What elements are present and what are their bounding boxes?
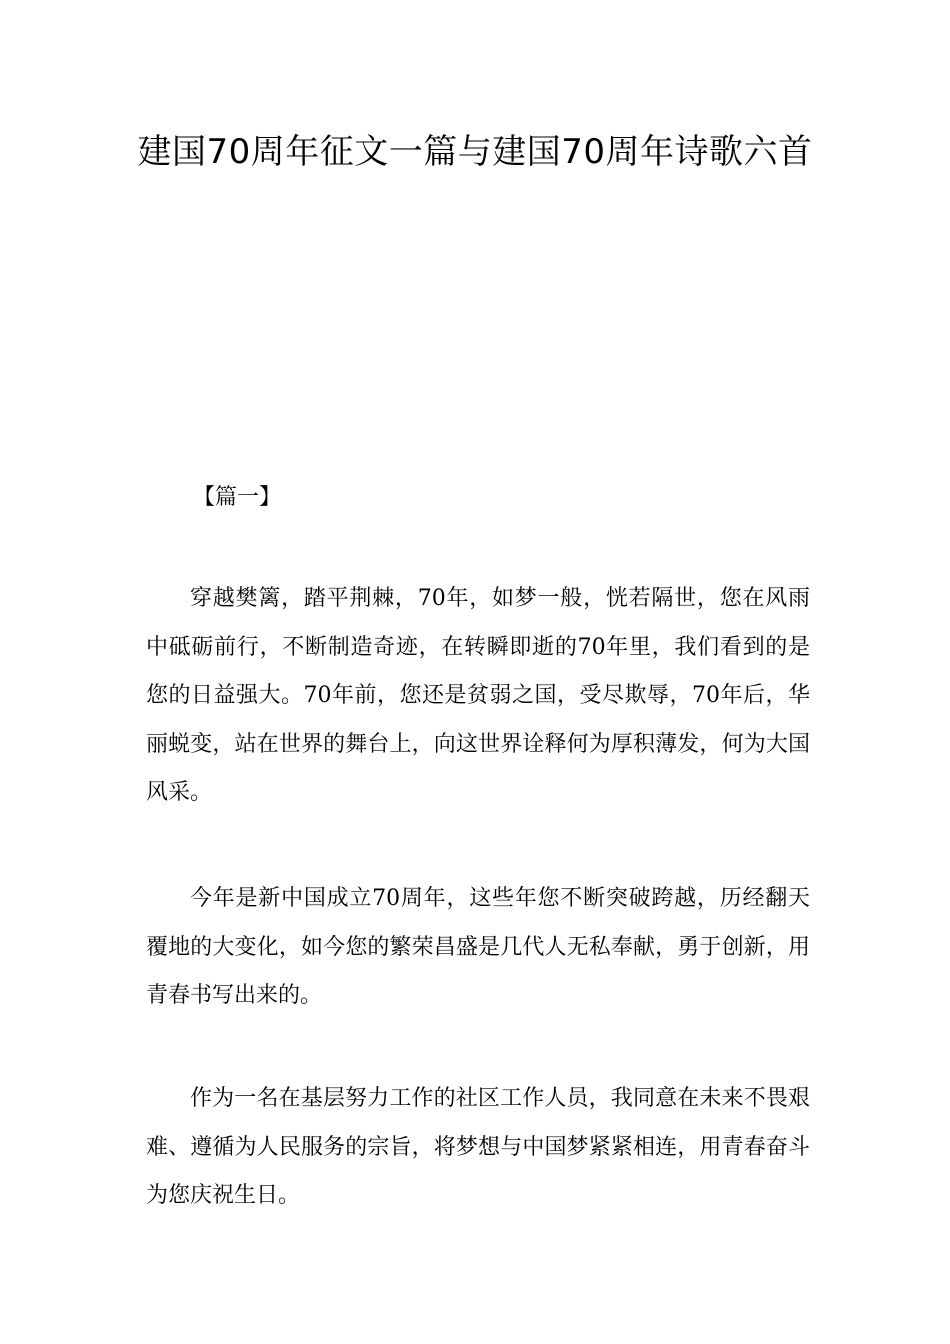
paragraph-1: 穿越樊篱，踏平荆棘，70年，如梦一般，恍若隔世，您在风雨中砥砺前行，不断制造奇迹，在转瞬即逝的70年里，我们看到的是您的日益强大。70年前，您还是贫弱之国，受尽欺辱，70年后，华丽蜕变，站在世界的舞台上，向这世界诠释何为厚积薄发，何为大国风采。 — [146, 586, 810, 805]
section-label: 【篇一】 — [193, 485, 282, 510]
document-title: 建国70周年征文一篇与建国70周年诗歌六首 — [137, 132, 813, 172]
paragraph-2: 今年是新中国成立70周年，这些年您不断突破跨越，历经翻天覆地的大变化，如今您的繁荣昌盛是几代人无私奉献，勇于创新，用青春书写出来的。 — [146, 886, 810, 1008]
paragraph-3: 作为一名在基层努力工作的社区工作人员，我同意在未来不畏艰难、遵循为人民服务的宗旨，将梦想与中国梦紧紧相连，用青春奋斗为您庆祝生日。 — [146, 1086, 810, 1208]
